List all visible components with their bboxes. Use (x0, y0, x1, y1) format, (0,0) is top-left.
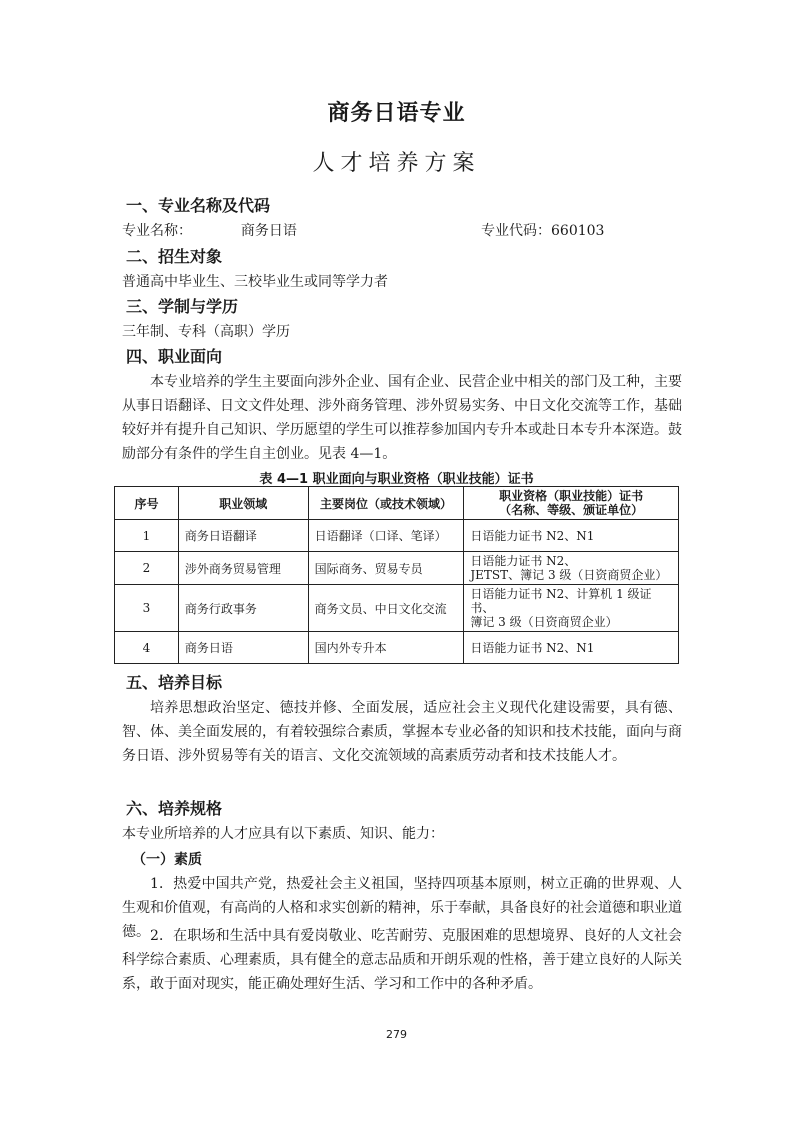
header-cert-line2: （名称、等级、颁证单位） (499, 503, 644, 517)
table-header-row (115, 487, 679, 520)
document-title: 商务日语专业 (327, 101, 466, 126)
table-row (115, 520, 679, 552)
cell-cert (464, 585, 679, 632)
cell-post: 商务文员、中日文化交流 (308, 585, 464, 632)
major-name-label: 专业名称： (122, 223, 192, 239)
cell-post: 日语翻译（口译、笔译） (308, 520, 464, 552)
cell-cert-line1: 日语能力证书 N2、N1 (470, 640, 595, 655)
spec-intro: 本专业所培养的人才应具有以下素质、知识、能力： (122, 826, 444, 842)
career-table (114, 486, 679, 664)
cell-no: 2 (115, 552, 179, 585)
section-heading-3: 三、学制与学历 (126, 297, 239, 316)
table-row (115, 552, 679, 585)
cell-field: 涉外商务贸易管理 (178, 552, 308, 585)
header-cert-line1: 职业资格（职业技能）证书 (499, 489, 644, 503)
cell-field: 商务行政事务 (178, 585, 308, 632)
header-field: 职业领域 (178, 487, 308, 520)
table-row (115, 632, 679, 664)
page-number: 279 (386, 1028, 407, 1041)
schooling-text: 三年制、专科（高职）学历 (122, 324, 290, 340)
cell-field: 商务日语翻译 (178, 520, 308, 552)
cell-cert-line2: JETST、簿记 3 级（日资商贸企业） (470, 568, 668, 582)
table-caption: 表 4—1 职业面向与职业资格（职业技能）证书 (259, 472, 534, 487)
cell-no: 1 (115, 520, 179, 552)
section-heading-2: 二、招生对象 (126, 247, 223, 266)
major-name-line (122, 222, 297, 240)
subsection-quality: （一）素质 (132, 852, 202, 868)
cell-cert-line2: 簿记 3 级（日资商贸企业） (470, 615, 618, 629)
cell-field: 商务日语 (178, 632, 308, 664)
career-orientation-paragraph: 本专业培养的学生主要面向涉外企业、国有企业、民营企业中相关的部门及工种，主要从事日语翻译、日文文件处理、涉外商务管理、涉外贸易实务、中日文化交流等工作，基础较好并有提升自己知识、学历愿望的学生可以推荐参加国内专升本或赴日本专升本深造。鼓励部分有条件的学生自主创业。见表 4—1。 (122, 374, 682, 462)
cell-no: 3 (115, 585, 179, 632)
section-heading-6: 六、培养规格 (126, 799, 223, 818)
cell-cert-line1: 日语能力证书 N2、N1 (470, 528, 595, 543)
cell-cert (464, 520, 679, 552)
header-cert (464, 487, 679, 520)
cell-cert (464, 552, 679, 585)
header-no: 序号 (115, 487, 179, 520)
table-row (115, 585, 679, 632)
cell-cert (464, 632, 679, 664)
cell-cert-line1: 日语能力证书 N2、 (470, 554, 577, 568)
major-name-value: 商务日语 (240, 223, 297, 239)
cell-post: 国内外专升本 (308, 632, 464, 664)
cell-cert-line1: 日语能力证书 N2、计算机 1 级证书、 (470, 587, 652, 615)
quality-item-1: 1．热爱中国共产党，热爱社会主义祖国，坚持四项基本原则，树立正确的世界观、人生观和价值观，有高尚的人格和求实创新的精神，乐于奉献，具备良好的社会道德和职业道德。 (122, 876, 682, 940)
section-heading-1: 一、专业名称及代码 (126, 196, 271, 215)
enrollment-target-text: 普通高中毕业生、三校毕业生或同等学力者 (122, 274, 388, 290)
section-heading-5: 五、培养目标 (126, 673, 223, 692)
document-subtitle: 人才培养方案 (312, 151, 481, 176)
header-post: 主要岗位（或技术领域） (308, 487, 464, 520)
cell-post: 国际商务、贸易专员 (308, 552, 464, 585)
major-code: 专业代码：660103 (481, 223, 605, 239)
quality-item-2: 2．在职场和生活中具有爱岗敬业、吃苦耐劳、克服困难的思想境界、良好的人文社会科学综合素质、心理素质，具有健全的意志品质和开朗乐观的性格，善于建立良好的人际关系，敢于面对现实，能正确处理好生活、学习和工作中的各种矛盾。 (122, 928, 682, 992)
training-goal-paragraph: 培养思想政治坚定、德技并修、全面发展，适应社会主义现代化建设需要，具有德、智、体、美全面发展的，有着较强综合素质，掌握本专业必备的知识和技术技能，面向与商务日语、涉外贸易等有关的语言、文化交流领域的高素质劳动者和技术技能人才。 (122, 700, 682, 764)
cell-no: 4 (115, 632, 179, 664)
section-heading-4: 四、职业面向 (126, 347, 223, 366)
